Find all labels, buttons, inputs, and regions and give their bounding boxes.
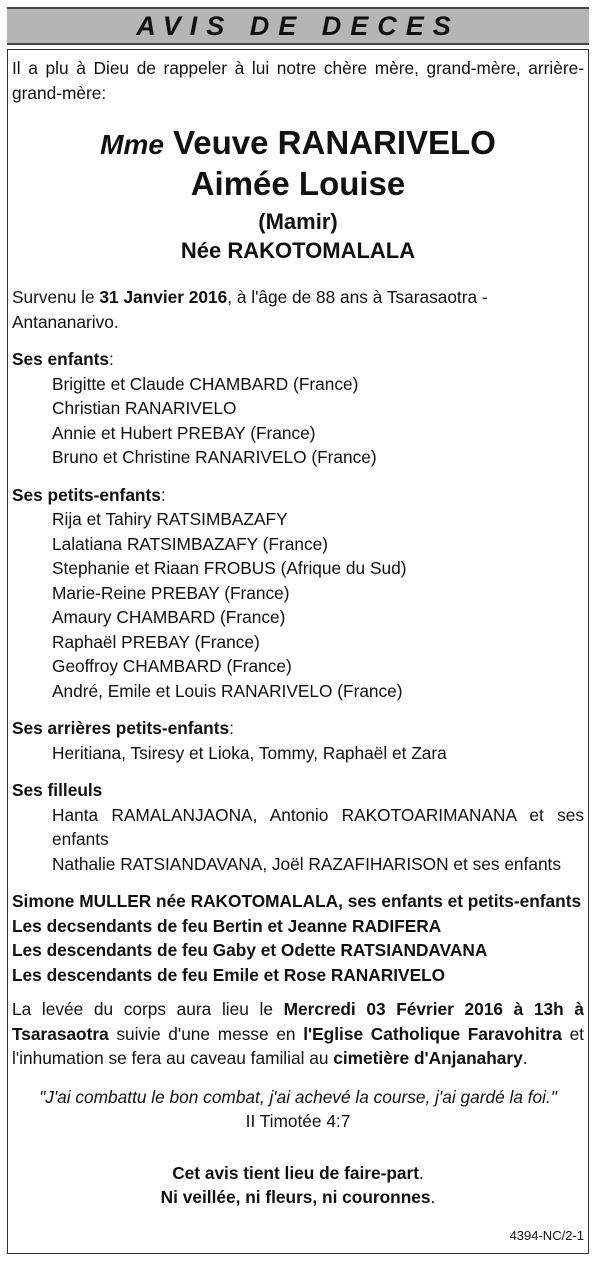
notice-title: AVIS DE DECES [136,11,460,41]
death-before-date: Survenu le [12,287,100,307]
list-item: Hanta RAMALANJAONA, Antonio RAKOTOARIMANANA et ses enfants [52,804,584,849]
list-item: Christian RANARIVELO [52,398,237,418]
deceased-birth-name: Née RAKOTOMALALA [180,238,416,263]
list-item: Amaury CHAMBARD (France) [52,607,286,627]
bible-quote: "J'ai combattu le bon combat, j'ai achevé la course, j'ai gardé la foi." [39,1086,557,1107]
ceremony-cemetery: cimetière d'Anjanahary [333,1048,523,1068]
list-item: André, Emile et Louis RANARIVELO (France) [52,680,403,701]
notice-header [7,7,589,45]
ceremony-details: La levée du corps aura lieu le Mercredi 03 Février 2016 à 13h à Tsarasaotra suivie d'une messe en l'Eglise Catholique Faravohitra et l'inhumation se fera au caveau familial au cimetière d'Anjanahary. [12,999,584,1068]
children-section [12,347,584,470]
list-item: Brigitte et Claude CHAMBARD (France) [52,373,359,394]
death-after-date: , à l'âge de 88 ans à Tsarasaotra -Antananarivo. [12,287,488,332]
closing-line-1: Cet avis tient lieu de faire-part. [172,1162,424,1183]
closing-line-2: Ni veillée, ni fleurs, ni couronnes. [160,1187,436,1207]
deceased-given-names: Aimée Louise [190,165,406,202]
great-grandchildren-heading: Ses arrières petits-enfants: [12,718,234,738]
reference-code: 4394-NC/2-1 [509,1228,584,1243]
family-line: Les decsendants de feu Bertin et Jeanne RADIFERA [12,915,442,936]
deceased-prefix: Mme [100,129,164,160]
list-item: Annie et Hubert PREBAY (France) [52,422,316,443]
intro-text: Il a plu à Dieu de rappeler à lui notre chère mère, grand-mère, arrière-grand-mère: [12,58,584,103]
list-item: Raphaël PREBAY (France) [52,631,260,652]
list-item: Heritiana, Tsiresy et Lioka, Tommy, Raphaël et Zara [52,742,447,763]
deceased-surname: Veuve RANARIVELO [173,124,496,161]
list-item: Nathalie RATSIANDAVANA, Joël RAZAFIHARISON et ses enfants [52,853,562,874]
deceased-nickname: (Mamir) [258,209,338,234]
grandchildren-list [12,507,584,703]
children-list [12,372,584,470]
family-line: Les descendants de feu Emile et Rose RANARIVELO [12,964,446,985]
death-details [12,285,584,334]
list-item: Bruno et Christine RANARIVELO (France) [52,447,377,467]
deceased-name-line1 [12,124,584,164]
list-item: Rija et Tahiry RATSIMBAZAFY [52,509,288,529]
list-item: Lalatiana RATSIMBAZAFY (France) [52,533,328,554]
family-line: Simone MULLER née RAKOTOMALALA, ses enfants et petits-enfants [12,891,582,911]
grandchildren-section [12,483,584,704]
families-list [12,889,584,987]
list-item: Stephanie et Riaan FROBUS (Afrique du Sud) [52,558,407,578]
ceremony-datetime: Mercredi 03 Février 2016 à 13h à Tsarasaotra [12,999,584,1044]
notice-body [12,56,584,1210]
closing-notes [12,1161,584,1210]
ceremony-church: l'Eglise Catholique Faravohitra [303,1023,562,1044]
great-grandchildren-list [12,741,584,766]
godchildren-section [12,778,584,876]
godchildren-list [12,803,584,877]
death-date: 31 Janvier 2016 [99,287,228,307]
family-line: Les descendants de feu Gaby et Odette RATSIANDAVANA [12,940,488,960]
grandchildren-heading: Ses petits-enfants: [12,484,166,505]
list-item: Geoffroy CHAMBARD (France) [52,656,292,676]
great-grandchildren-section [12,716,584,765]
godchildren-heading: Ses filleuls [12,780,103,800]
children-heading: Ses enfants: [12,349,114,369]
bible-reference: II Timotée 4:7 [245,1111,351,1131]
list-item: Marie-Reine PREBAY (France) [52,582,290,603]
